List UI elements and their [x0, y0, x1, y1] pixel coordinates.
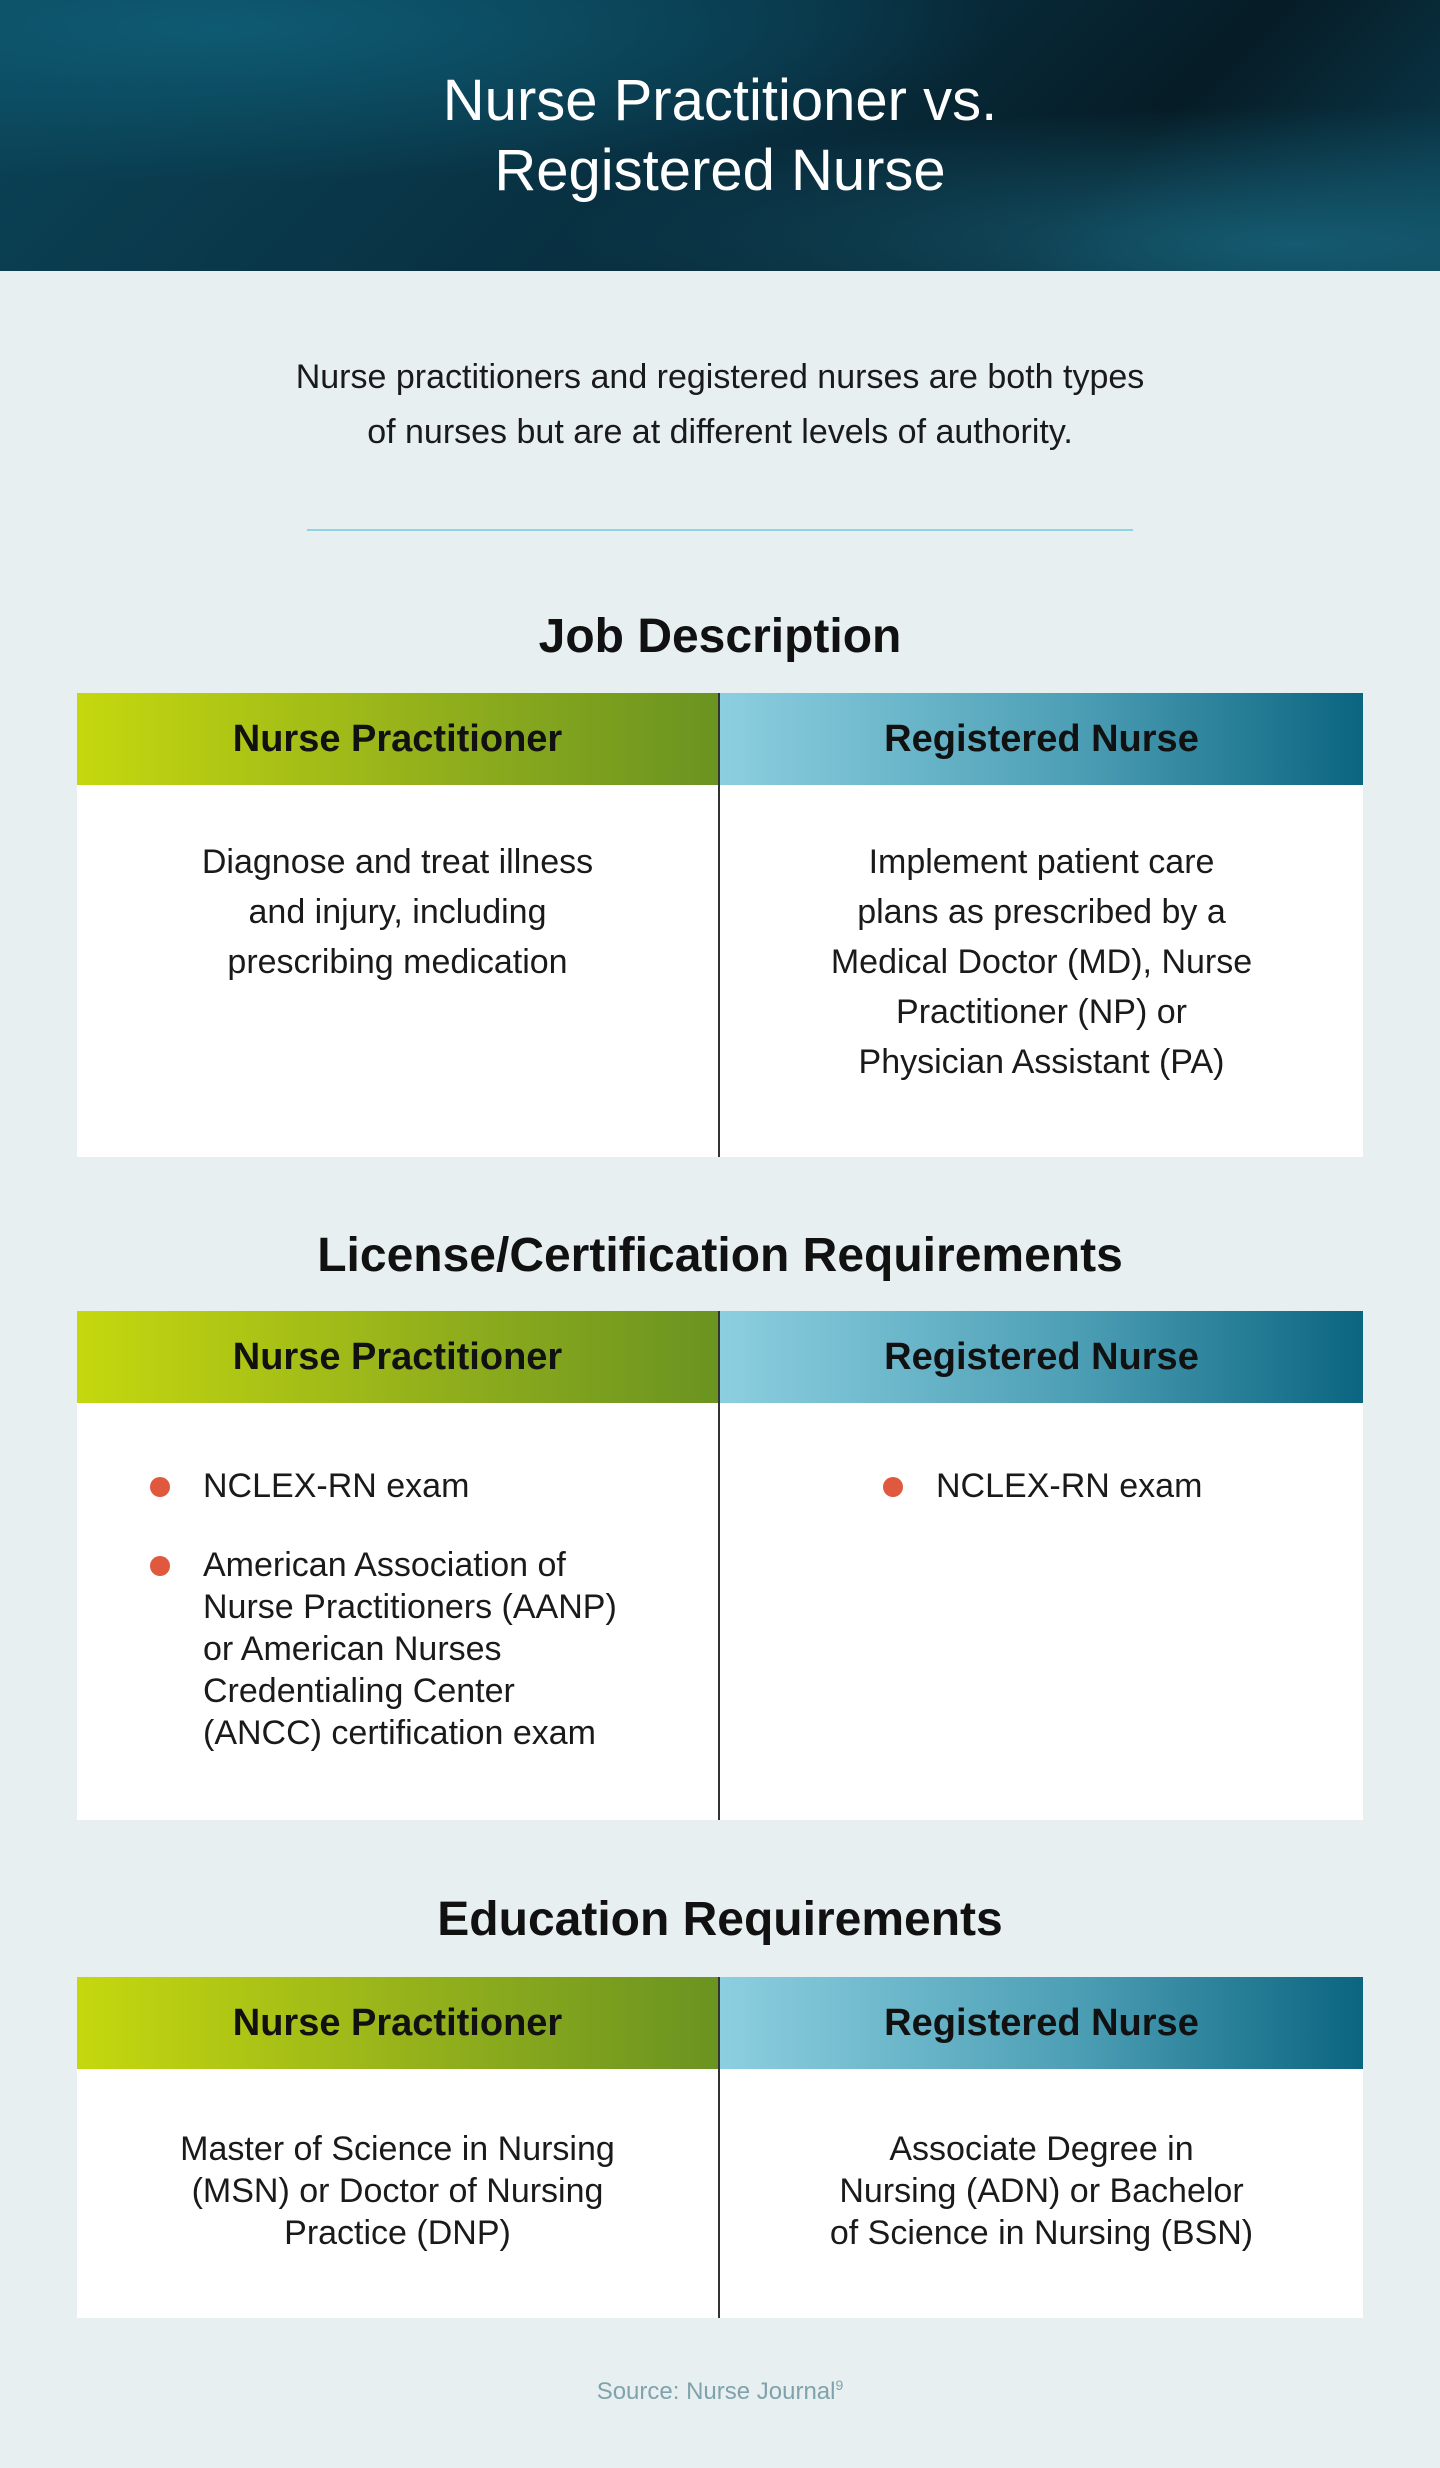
section-title-education: Education Requirements	[437, 1893, 1003, 1946]
intro-line: Nurse practitioners and registered nurses are both types	[295, 358, 1145, 396]
text-line: prescribing medication	[227, 943, 568, 981]
column-header-rn: Registered Nurse	[720, 1311, 1363, 1403]
rn-education	[720, 2069, 1363, 2318]
text-line: Master of Science in Nursing	[180, 2130, 615, 2168]
item-text: Credentialing Center	[203, 1672, 515, 1710]
page-title	[443, 66, 997, 206]
text-line: Associate Degree in	[889, 2130, 1194, 2168]
item-text: American Association of	[203, 1546, 566, 1584]
item-text: NCLEX-RN exam	[203, 1467, 470, 1505]
text-line: Physician Assistant (PA)	[858, 1043, 1225, 1081]
np-license-list	[77, 1403, 720, 1820]
license-table	[77, 1311, 1363, 1820]
column-header-np: Nurse Practitioner	[77, 693, 720, 785]
text-line: plans as prescribed by a	[857, 893, 1226, 931]
list-item	[150, 1465, 718, 1507]
source-text: Source: Nurse Journal	[596, 2378, 836, 2405]
text-line: Implement patient care	[868, 843, 1215, 881]
divider	[307, 529, 1133, 531]
item-text: or American Nurses	[203, 1630, 502, 1668]
text-line: Practitioner (NP) or	[896, 993, 1187, 1031]
source-citation	[0, 2377, 1440, 2406]
rn-license-list	[720, 1403, 1363, 1820]
text-line: Diagnose and treat illness	[201, 843, 594, 881]
section-title-license: License/Certification Requirements	[317, 1229, 1123, 1282]
item-text: Nurse Practitioners (AANP)	[203, 1588, 617, 1626]
list-item	[883, 1465, 1363, 1507]
text-line: Practice (DNP)	[284, 2214, 511, 2252]
list-item	[150, 1544, 718, 1754]
column-header-np: Nurse Practitioner	[77, 1311, 720, 1403]
section-title-job-description: Job Description	[538, 610, 902, 663]
intro-line: of nurses but are at different levels of authority.	[367, 413, 1073, 451]
bullet-icon	[150, 1556, 170, 1576]
column-header-rn: Registered Nurse	[720, 1977, 1363, 2069]
np-education	[77, 2069, 720, 2318]
intro-text	[0, 350, 1440, 460]
education-table	[77, 1977, 1363, 2318]
rn-job-description	[720, 785, 1363, 1157]
title-line-1: Nurse Practitioner vs.	[442, 67, 998, 133]
column-header-np: Nurse Practitioner	[77, 1977, 720, 2069]
source-reference: 9	[835, 2377, 844, 2393]
text-line: (MSN) or Doctor of Nursing	[191, 2172, 604, 2210]
job-description-table	[77, 693, 1363, 1157]
np-job-description	[77, 785, 720, 1157]
item-text: (ANCC) certification exam	[203, 1714, 596, 1752]
text-line: of Science in Nursing (BSN)	[829, 2214, 1254, 2252]
bullet-icon	[883, 1477, 903, 1497]
text-line: and injury, including	[248, 893, 547, 931]
text-line: Nursing (ADN) or Bachelor	[839, 2172, 1244, 2210]
item-text: NCLEX-RN exam	[936, 1467, 1203, 1505]
bullet-icon	[150, 1477, 170, 1497]
title-line-2: Registered Nurse	[494, 137, 946, 203]
title-banner	[0, 0, 1440, 271]
column-header-rn: Registered Nurse	[720, 693, 1363, 785]
text-line: Medical Doctor (MD), Nurse	[830, 943, 1253, 981]
